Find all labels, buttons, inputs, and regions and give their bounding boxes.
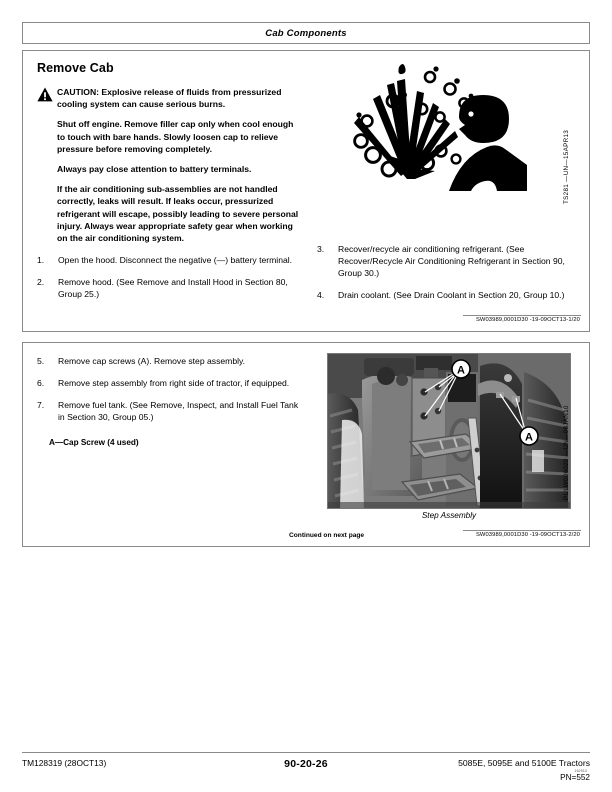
caution-paragraph-3: If the air conditioning sub-assemblies are not handled correctly, leaks will result. If leaks occur, pressurized refrigerant will escape, possibly leading to severe personal injury. Always wear appropriate safety gear when working on the air conditioning system. <box>57 184 299 244</box>
caution-heading: CAUTION: Explosive release of fluids from pressurized cooling system can cause serious burns. <box>57 87 282 110</box>
content-block-1 <box>22 50 590 332</box>
block2-publication-id: SW03989,0001D30 -19-09OCT13-2/20 <box>475 532 580 538</box>
page-footer <box>22 752 590 782</box>
footer-rule <box>463 315 581 316</box>
warning-triangle-icon <box>37 87 53 102</box>
figure-photo-part-id: PULW006020 —UN—08JAN10 <box>563 405 570 500</box>
block1-footer <box>23 315 589 327</box>
step-text: Remove step assembly from right side of tractor, if equipped. <box>58 378 290 389</box>
step-number: 2. <box>37 277 45 288</box>
content-block-2 <box>22 342 590 547</box>
step-number: 6. <box>37 378 45 389</box>
callout-bubble-a-lower <box>520 427 538 445</box>
list-item <box>317 289 575 301</box>
list-item <box>37 399 299 423</box>
step-number: 5. <box>37 356 45 366</box>
step-number: 4. <box>317 290 325 301</box>
list-item <box>317 243 575 279</box>
footer-pn: PN=552 <box>560 773 590 782</box>
running-head <box>22 22 590 44</box>
footer-page-number: 90-20-26 <box>284 758 328 770</box>
step-text: Remove fuel tank. (See Remove, Inspect, and Install Fuel Tank in Section 30, Group 05.) <box>58 400 299 423</box>
step-number: 3. <box>317 244 325 254</box>
step-text: Recover/recycle air conditioning refrigerant. (See Recover/Recycle Air Conditioning Refrigerant in Section 90, Group 30.) <box>338 244 565 279</box>
footer-manual-number: TM128319 (28OCT13) <box>22 758 107 768</box>
block2-left-column <box>37 353 299 447</box>
footer-model-line: 5085E, 5095E and 5100E Tractors <box>458 758 590 768</box>
figure-safety-part-id: TS281 —UN—15APR13 <box>563 129 570 204</box>
block1-right-step-list <box>317 243 575 301</box>
step-assembly-photo <box>327 353 571 509</box>
step-number: 7. <box>37 400 45 411</box>
footer-tiny-code: 162910 <box>574 769 587 773</box>
step-number: 1. <box>37 255 45 266</box>
step-text: Open the hood. Disconnect the negative (—) battery terminal. <box>58 255 293 266</box>
list-item <box>37 254 299 266</box>
svg-text:A: A <box>525 431 533 444</box>
footer-rule <box>463 530 581 531</box>
list-item <box>37 377 299 389</box>
caution-notice <box>37 86 299 244</box>
block1-left-step-list <box>37 254 299 300</box>
callout-legend: A—Cap Screw (4 used) <box>49 438 139 448</box>
step-text: Remove cap screws (A). Remove step assembly. <box>58 356 246 366</box>
block1-right-column <box>317 61 575 301</box>
svg-text:A: A <box>457 364 465 377</box>
list-item <box>37 355 299 367</box>
caution-paragraph-1: Shut off engine. Remove filler cap only when cool enough to touch with bare hands. Slowly loosen cap to relieve pressure before removing completely. <box>57 119 294 154</box>
block1-publication-id: SW03989,0001D30 -19-09OCT13-1/20 <box>475 317 580 323</box>
figure-caption: Step Assembly <box>421 511 477 520</box>
step-text: Remove hood. (See Remove and Install Hood in Section 80, Group 25.) <box>58 277 288 300</box>
callout-bubble-a-upper <box>452 360 470 378</box>
running-head-title: Cab Components <box>265 27 347 39</box>
block2-footer <box>23 530 589 542</box>
caution-paragraph-2: Always pay close attention to battery terminals. <box>57 164 252 175</box>
list-item <box>37 276 299 300</box>
step-assembly-illustration <box>328 354 571 509</box>
continued-on-next-page: Continued on next page <box>289 532 365 539</box>
block1-left-column <box>37 61 299 300</box>
block2-step-list <box>37 355 299 423</box>
step-text: Drain coolant. (See Drain Coolant in Section 20, Group 10.) <box>338 290 565 301</box>
page-title: Remove Cab <box>37 61 114 75</box>
